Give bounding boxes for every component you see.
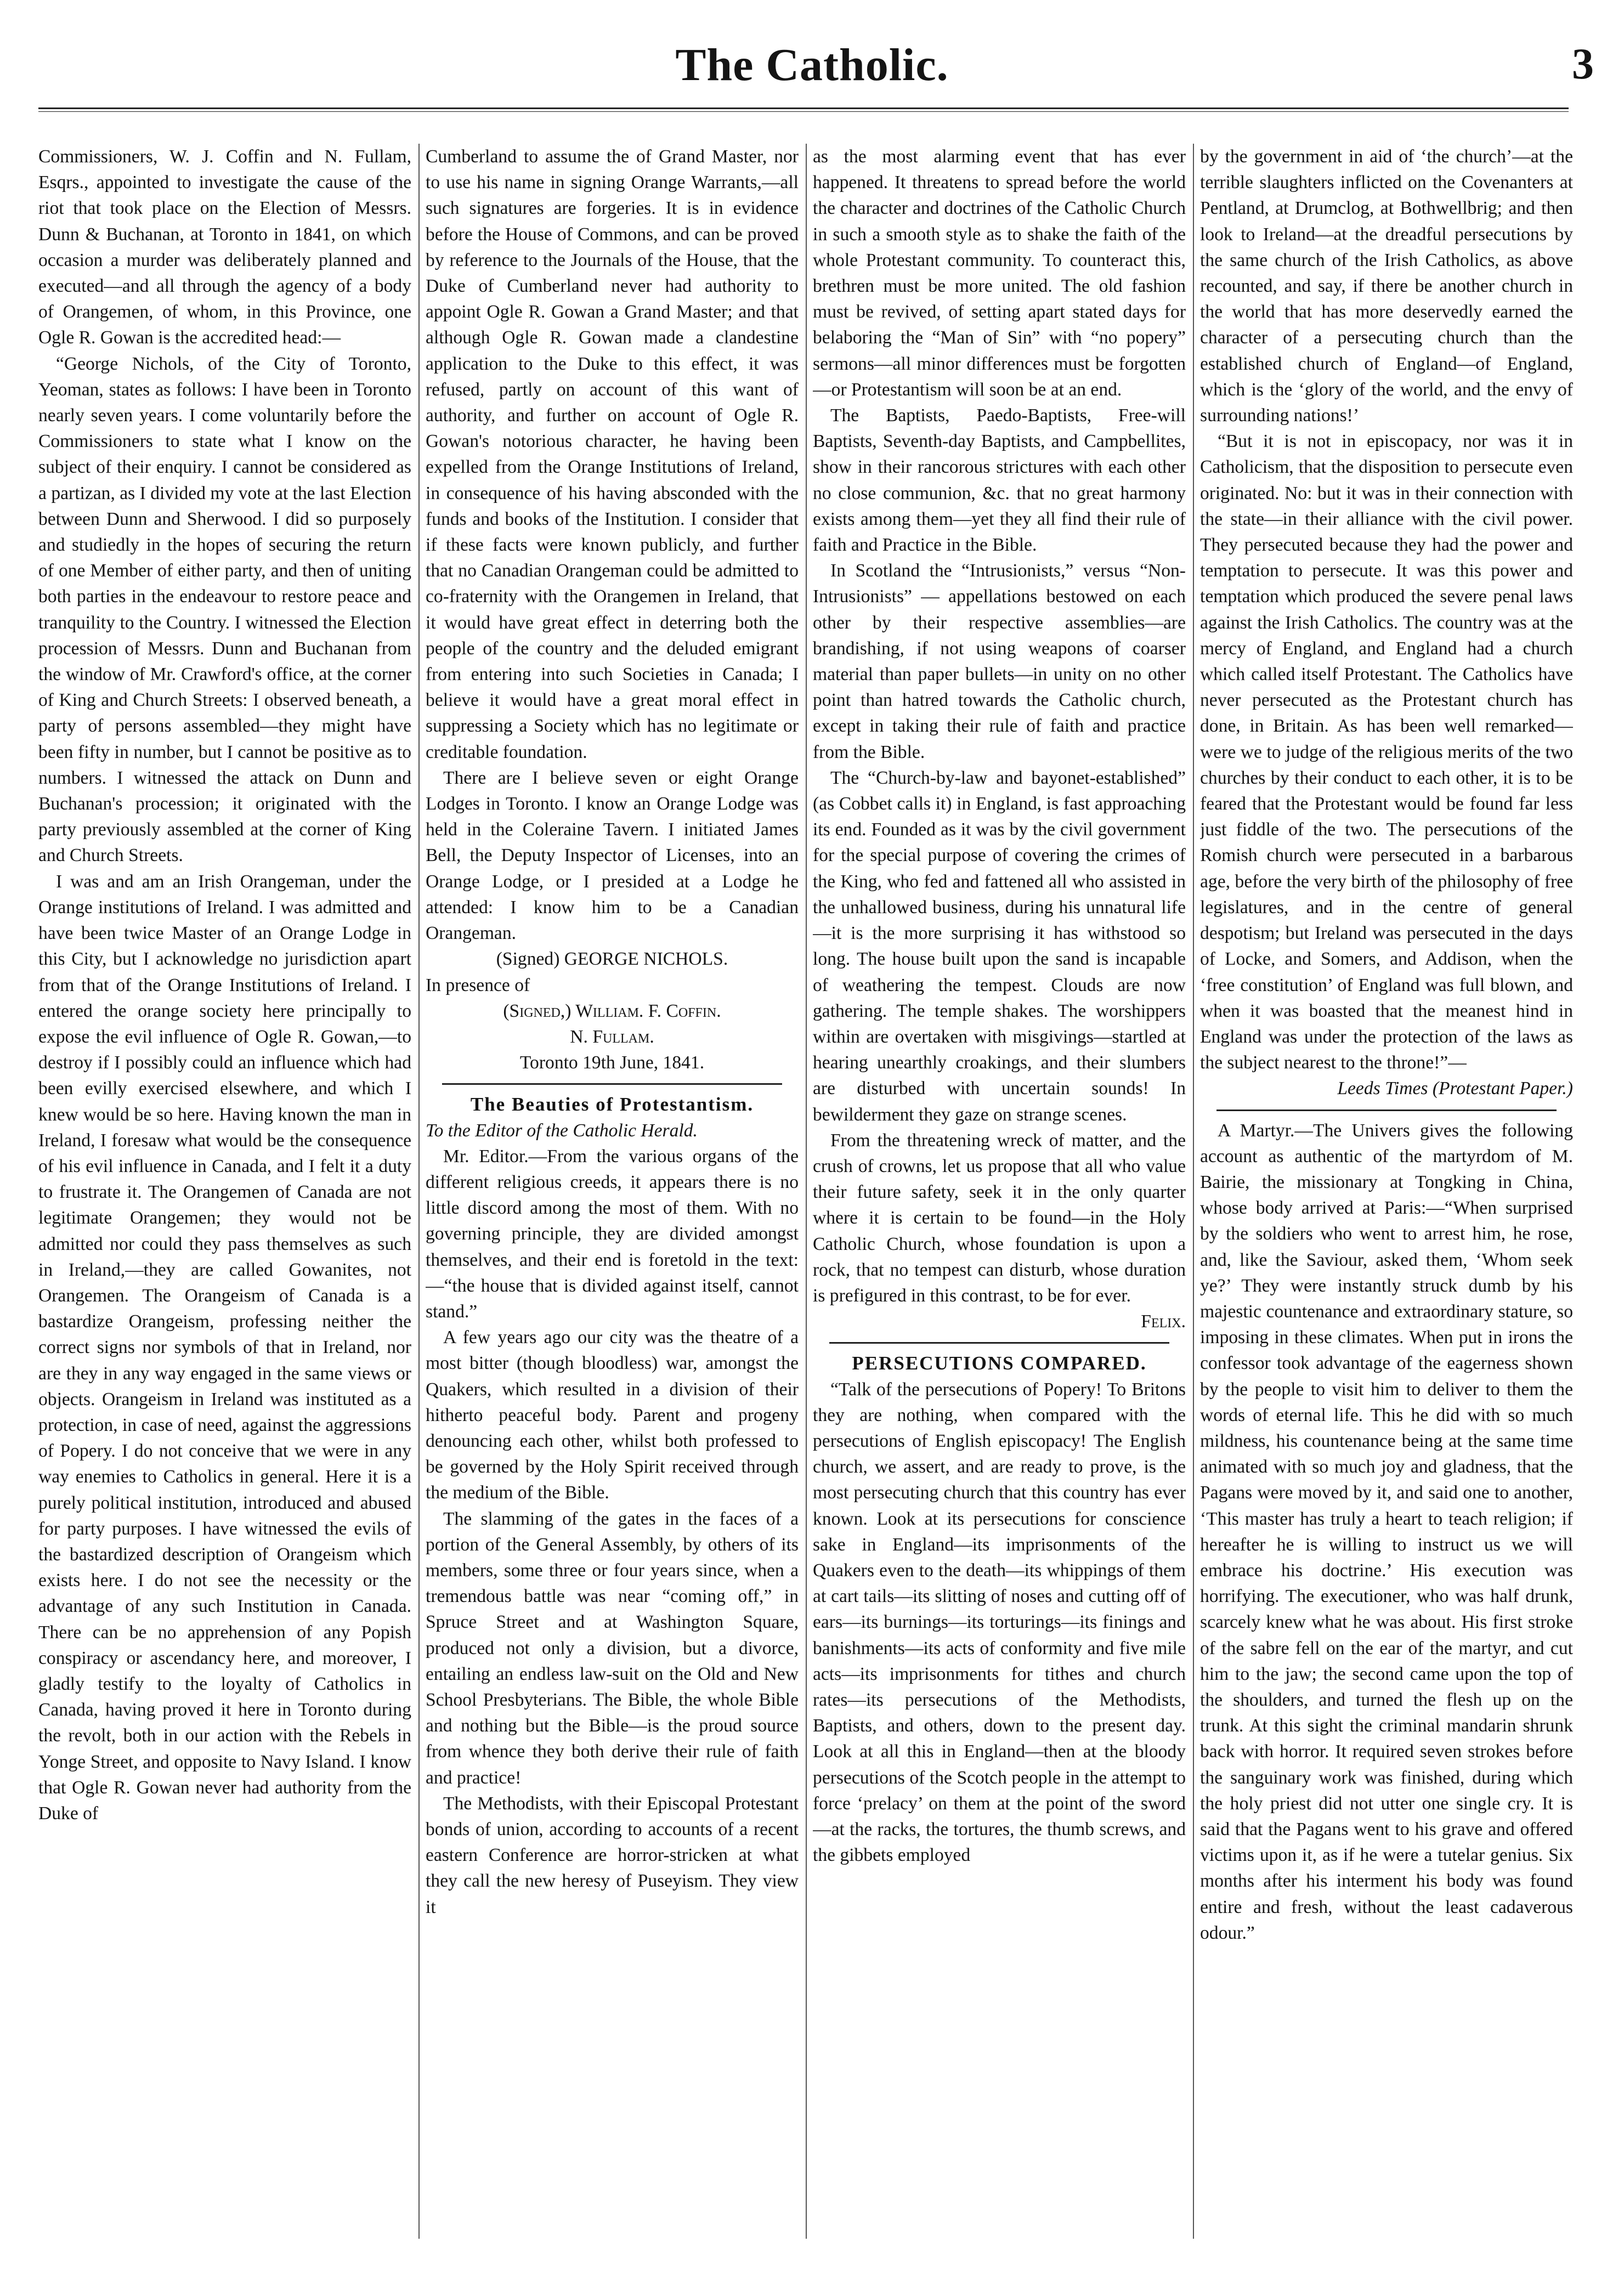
- article-heading: The Beauties of Protestantism.: [470, 1094, 754, 1116]
- article-source: Leeds Times (Protestant Paper.): [1337, 1078, 1573, 1099]
- article-separator: [1216, 1109, 1557, 1111]
- signature: (Signed) GEORGE NICHOLS.: [496, 949, 728, 970]
- page-number: 3: [1572, 40, 1594, 88]
- column-4: [1200, 144, 1573, 2239]
- masthead: [0, 38, 1624, 99]
- column-1: [38, 144, 411, 2239]
- signature-witness: N. Fullam.: [570, 1026, 654, 1047]
- column-2: [426, 144, 799, 2239]
- article-paragraph: In Scotland the “Intrusionists,” versus “Non-Intrusionists” — appellations bestowed on each other by their respective assemblies—are brandishing, if not using weapons of coarser material than paper bullets—in unity on no other point than hatred towards the Catholic church, except in taking their rule of faith and practice from the Bible.: [813, 561, 1186, 762]
- page-title: The Catholic.: [675, 39, 949, 90]
- article-paragraph: The Methodists, with their Episcopal Protestant bonds of union, according to accounts of a recent eastern Conference are horror-stricken at what they call the new heresy of Puseyism. They view it: [426, 1793, 799, 1917]
- author-signature: Felix.: [1141, 1311, 1186, 1332]
- article-subheading: To the Editor of the Catholic Herald.: [426, 1120, 698, 1141]
- article-paragraph: A few years ago our city was the theatre of a most bitter (though bloodless) war, amongst the Quakers, which resulted in a division of their hitherto peaceful body. Parent and progeny denouncing each other, whilst both professed to be governed by the Holy Spirit received through the medium of the Bible.: [426, 1327, 799, 1503]
- signature-witness: (Signed,) William. F. Coffin.: [503, 1000, 721, 1021]
- column-divider: [1193, 144, 1194, 2239]
- article-paragraph: From the threatening wreck of matter, and the crush of crowns, let us propose that all who value their future safety, seek it in the only quarter where it is certain to be found—in the Holy Catholic Church, whose foundation is upon a rock, that no tempest can disturb, whose duration is prefigured in this contrast, to be for ever.: [813, 1130, 1186, 1306]
- article-paragraph: “But it is not in episcopacy, nor was it in Catholicism, that the disposition to persecute even originated. No: but it was in their connection with the state—in their alliance with the civil power. They persecuted because they had the power and temptation to persecute. It was this power and temptation which produced the severe penal laws against the Irish Catholics. The country was at the mercy of England, and England had a church which called itself Protestant. The Catholics have never persecuted as the Protestant church has done, in Britain. As has been well remarked—were we to judge of the religious merits of the two churches by their conduct to each other, it is to be feared that the Protestant would be found far less just fiddle of the two. The persecutions of the Romish church were persecuted in a barbarous age, before the very birth of the philosophy of free legislatures, and in the centre of general despotism; but Ireland was persecuted in the days of Locke, and Somers, and Addison, when the ‘free constitution’ of England was full blown, and when it was boasted that the meanest hind in England was under the protection of the laws as the subject nearest to the throne!”—: [1200, 431, 1573, 1073]
- article-separator: [442, 1083, 782, 1085]
- column-divider: [418, 144, 420, 2239]
- article-paragraph: as the most alarming event that has ever happened. It threatens to spread before the world the character and doctrines of the Catholic Church in such a smooth style as to shake the faith of the whole Protestant community. To counteract this, brethren must be more united. The old fashion must be revived, of setting apart stated days for belaboring the “Man of Sin” with “no popery” sermons—all minor differences must be forgotten—or Protestantism will soon be at an end.: [813, 146, 1186, 400]
- article-paragraph: The “Church-by-law and bayonet-established” (as Cobbet calls it) in England, is fast approaching its end. Founded as it was by the civil government for the special purpose of covering the crimes of the King, who fed and fattened all who assisted in the unhallowed business, during his unnatural life—it is the more surprising it has withstood so long. The house built upon the sand is incapable of weathering the tempest. Clouds are now gathering. The temple shakes. The worshippers within are overtaken with misgivings—startled at hearing unearthly croakings, and their slumbers are disturbed with uncertain sounds! In bewilderment they gaze on strange scenes.: [813, 767, 1186, 1125]
- article-paragraph: Commissioners, W. J. Coffin and N. Fullam, Esqrs., appointed to investigate the cause of the riot that took place on the Election of Messrs. Dunn & Buchanan, at Toronto in 1841, on which occasion a murder was deliberately planned and executed—and all through the agency of a body of Orangemen, of whom, in this Province, one Ogle R. Gowan is the accredited head:—: [38, 146, 411, 348]
- article-paragraph: I was and am an Irish Orangeman, under the Orange institutions of Ireland. I was admitted and have been twice Master of an Orange Lodge in this City, but I acknowledge no jurisdiction apart from that of the Orange Institutions of Ireland. I entered the orange society here principally to expose the evil influence of Ogle R. Gowan,—to destroy if I possibly could an influence which had been evilly exercised elsewhere, and which I knew would be so here. Having known the man in Ireland, I foresaw what would be the consequence of his evil influence in Canada, and I felt it a duty to frustrate it. The Orangemen of Canada are not legitimate Orangemen; they would not be admitted nor could they pass themselves as such in Ireland,—they are called Gowanites, not Orangemen. The Orangeism of Canada is a bastardize Orangeism, professing neither the correct signs nor symbols of that in Ireland, nor are they in any way engaged in the same views or objects. Orangeism in Ireland was instituted as a protection, in case of need, against the aggressions of Popery. I do not conceive that we were in any way enemies to Catholics in general. Here it is a purely political institution, introduced and abused for party purposes. I have witnessed the evils of the bastardized description of Orangeism which exists here. I do not see the necessity or the advantage of any such Institution in Canada. There can be no apprehension of any Popish conspiracy or ascendancy here, and moreover, I gladly testify to the loyalty of Catholics in Canada, having proved it here in Toronto during the revolt, both in our action with the Rebels in Yonge Street, and opposite to Navy Island. I know that Ogle R. Gowan never had authority from the Duke of: [38, 871, 411, 1824]
- dateline: Toronto 19th June, 1841.: [519, 1052, 705, 1073]
- header-rule: [38, 107, 1569, 109]
- article-paragraph: “Talk of the persecutions of Popery! To Britons they are nothing, when compared with the persecutions of English episcopacy! The English church, we assert, and are ready to prove, is the most persecuting church that this country has ever known. Look at its persecutions for conscience sake in England—its imprisonments of the Quakers even to the death—its whippings of them at cart tails—its slitting of noses and cutting off of ears—its burnings—its torturings—its finings and banishments—its acts of conformity and five mile acts—its imprisonments for tithes and church rates—its persecutions of the Methodists, Baptists, and others, down to the present day. Look at all this in England—then at the bloody persecutions of the Scotch people in the attempt to force ‘prelacy’ on them at the point of the sword—at the racks, the tortures, the thumb screws, and the gibbets employed: [813, 1379, 1186, 1866]
- article-paragraph: The slamming of the gates in the faces of a portion of the General Assembly, by others of its members, some three or four years since, when a tremendous battle was near “coming off,” in Spruce Street and at Washington Square, produced not only a division, but a divorce, entailing an endless law-suit on the Old and New School Presbyterians. The Bible, the whole Bible and nothing but the Bible—is the proud source from whence they both derive their rule of faith and practice!: [426, 1508, 799, 1788]
- column-3: [813, 144, 1186, 2239]
- article-paragraph: A Martyr.—The Univers gives the following account as authentic of the martyrdom of M. Bairie, the missionary at Tongking in China, whose body arrived at Paris:—“When surprised by the soldiers who went to arrest him, he rose, and, like the Saviour, asked them, ‘Whom seek ye?’ They were instantly struck dumb by his majestic countenance and extraordinary stature, so imposing in these climates. When put in irons the confessor took advantage of the eagerness shown by the people to visit him to deliver to them the words of eternal life. This he did with so much mildness, his countenance being at the same time animated with so much joy and gladness, that the Pagans were moved by it, and said one to another, ‘This master has truly a heart to teach religion; if hereafter he is willing to instruct us we will embrace his doctrine.’ His execution was horrifying. The executioner, who was half drunk, scarcely knew what he was about. His first stroke of the sabre fell on the ear of the martyr, and cut him to the jaw; the second came upon the top of the shoulders, and turned the flesh up on the trunk. At this sight the criminal mandarin shrunk back with horror. It required seven strokes before the sanguinary work was finished, during which the holy priest did not utter one single cry. It is said that the Pagans went to his grave and offered victims upon it, as if he were a tutelar genius. Six months after his interment his body was found entire and fresh, without the least cadaverous odour.”: [1200, 1120, 1573, 1943]
- article-separator: [829, 1342, 1169, 1344]
- article-paragraph: “George Nichols, of the City of Toronto, Yeoman, states as follows: I have been in Toronto nearly seven years. I come voluntarily before the Commissioners to state what I know on the subject of their enquiry. I cannot be considered as a partizan, as I divided my vote at the last Election between Dunn and Sherwood. I did so purposely and studiedly in the hopes of securing the return of one Member of either party, and then of uniting both parties in the endeavour to restore peace and tranquility to the Country. I witnessed the Election procession of Messrs. Dunn and Buchanan from the window of Mr. Crawford's office, at the corner of King and Church Streets: I observed beneath, a party of persons assembled—they might have been fifty in number, but I cannot be positive as to numbers. I witnessed the attack on Dunn and Buchanan's procession; it originated with the party previously assembled at the corner of King and Church Streets.: [38, 353, 411, 866]
- article-paragraph: Mr. Editor.—From the various organs of the different religious creeds, it appears there is no little discord among the most of them. With no governing principle, they are divided amongst themselves, and their end is foretold in the text:—“the house that is divided against itself, cannot stand.”: [426, 1146, 799, 1322]
- article-paragraph: by the government in aid of ‘the church’—at the terrible slaughters inflicted on the Covenanters at Pentland, at Drumclog, at Bothwellbrig; and then look to Ireland—at the dreadful persecutions by the same church of the Irish Catholics, as above recounted, and say, if there be another church in the world that has more deservedly earned the character of a persecuting church than the established church of England—of England, which is the ‘glory of the world, and the envy of surrounding nations!’: [1200, 146, 1573, 426]
- article-paragraph: The Baptists, Paedo-Baptists, Free-will Baptists, Seventh-day Baptists, and Campbellites, show in their rancorous strictures with each other no close communion, &c. that no great harmony exists among them—yet they all find their rule of faith and Practice in the Bible.: [813, 405, 1186, 556]
- signature-witness: In presence of: [426, 975, 530, 995]
- article-paragraph: Cumberland to assume the of Grand Master, nor to use his name in signing Orange Warrants,—all such signatures are forgeries. It is in evidence before the House of Commons, and can be proved by reference to the Journals of the House, that the Duke of Cumberland never had authority to appoint Ogle R. Gowan a Grand Master; and that although Ogle R. Gowan made a clandestine application to the Duke to this effect, it was refused, partly on account of this want of authority, and further on account of Ogle R. Gowan's notorious character, he having been expelled from the Orange Institutions of Ireland, in consequence of his having absconded with the funds and books of the Institution. I consider that if these facts were known publicly, and further that no Canadian Orangeman could be admitted to co-fraternity with the Orangemen in Ireland, that it would have great effect in deterring both the people of the country and the deluded emigrant from entering into such Societies in Canada; I believe it would have a great moral effect in suppressing a Society which has no legitimate or creditable foundation.: [426, 146, 799, 762]
- column-divider: [806, 144, 807, 2239]
- article-paragraph: There are I believe seven or eight Orange Lodges in Toronto. I know an Orange Lodge was held in the Coleraine Tavern. I initiated James Bell, the Deputy Inspector of Licenses, into an Orange Lodge, or I presided at a Lodge he attended: I know him to be a Canadian Orangeman.: [426, 767, 799, 944]
- article-heading: PERSECUTIONS COMPARED.: [852, 1352, 1147, 1374]
- header-rule-thin: [38, 111, 1569, 112]
